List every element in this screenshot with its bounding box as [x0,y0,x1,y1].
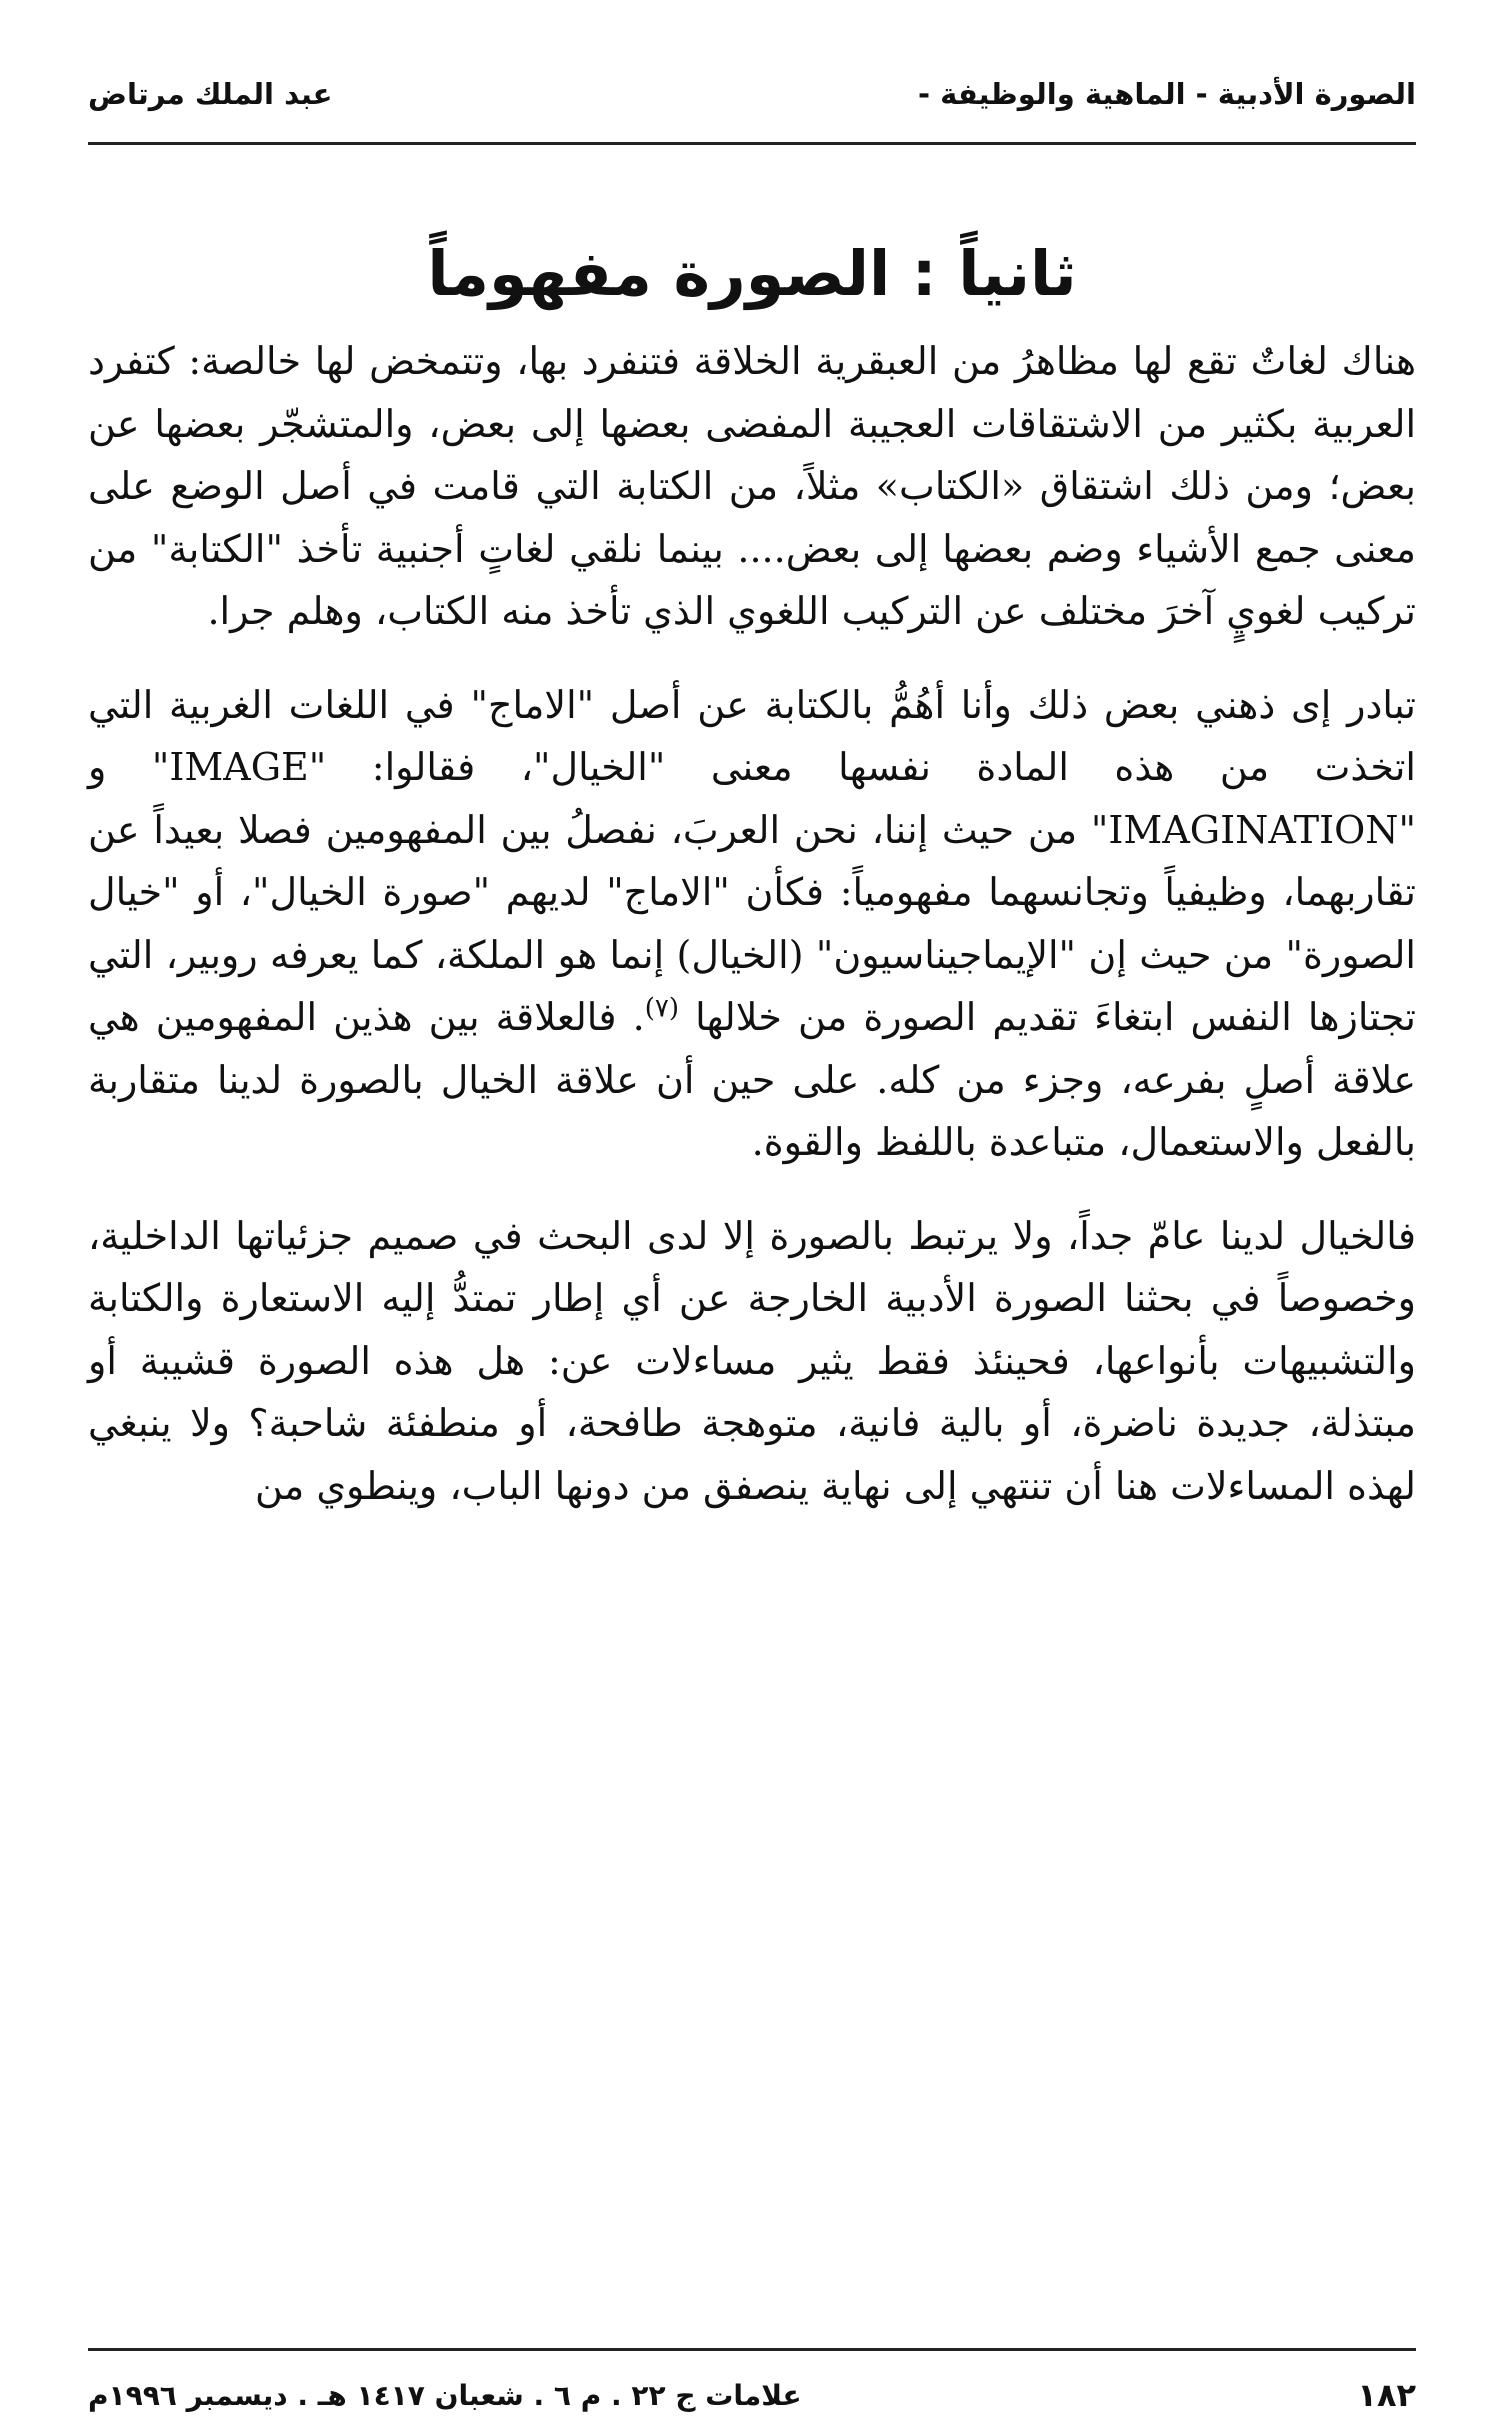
footnote-reference: (٧) [644,993,679,1024]
header-chapter-title: الصورة الأدبية - الماهية والوظيفة - [917,77,1416,111]
paragraph-3: فالخيال لدينا عامّ جداً، ولا يرتبط بالصورة إلا لدى البحث في صميم جزئياتها الداخلية، وخصوصاً في بحثنا الصورة الأدبية الخارجة عن أي إطار تمتدُّ إليه الاستعارة والكتابة والتشبيهات بأنواعها، فحينئذ فقط يثير مساءلات عن: هل هذه الصورة قشيبة أو مبتذلة، جديدة ناضرة، أو بالية فانية، متوهجة طافحة، أو منطفئة شاحبة؟ ولا ينبغي لهذه المساءلات هنا أن تنتهي إلى نهاية ينصفق من دونها الباب، وينطوي من [88,1213,1416,1508]
footer-rule [88,2348,1416,2351]
paragraph-2-tail: . فالعلاقة بين هذين المفهومين هي علاقة أصلٍ بفرعه، وجزء من كله. على حين أن علاقة الخيال بالصورة لدينا متقاربة بالفعل والاستعمال، متباعدة باللفظ والقوة. [88,995,1417,1164]
header-author-name: عبد الملك مرتاض [88,77,333,111]
journal-issue-info: علامات ج ٢٢ . م ٦ . شعبان ١٤١٧ هـ . ديسمبر ١٩٩٦م [88,2378,802,2412]
section-title: ثانياً : الصورة مفهوماً [427,236,1077,310]
paragraph-2-text: تبادر إى ذهني بعض ذلك وأنا أهُمُّ بالكتابة عن أصل "الاماج" في اللغات الغربية التي اتخذت من هذه المادة نفسها معنى "الخيال"، فقالوا: "IMAGE" و "IMAGINATION" من حيث إننا، نحن العربَ، نفصلُ بين المفهومين فصلا بعيداً عن تقاربهما، وظيفياً وتجانسهما مفهومياً: فكأن "الاماج" لديهم "صورة الخيال"، أو "خيال الصورة" من حيث إن "الإيماجيناسيون" (الخيال) إنما هو الملكة، كما يعرفه روبير، التي تجتازها النفس ابتغاءَ تقديم الصورة من خلالها [88,682,1416,1039]
paragraph-1: هناك لغاتٌ تقع لها مظاهرُ من العبقرية الخلاقة فتنفرد بها، وتتمخض لها خالصة: كتفرد العربية بكثير من الاشتقاقات العجيبة المفضى بعضها إلى بعض، والمتشجّر بعضها عن بعض؛ ومن ذلك اشتقاق «الكتاب» مثلاً، من الكتابة التي قامت في أصل الوضع على معنى جمع الأشياء وضم بعضها إلى بعض.... بينما نلقي لغاتٍ أجنبية تأخذ "الكتابة" من تركيب لغويٍ آخرَ مختلف عن التركيب اللغوي الذي تأخذ منه الكتاب، وهلم جرا. [88,339,1417,633]
page-number: ١٨٢ [1357,2376,1416,2414]
running-footer [88,2370,1416,2420]
body-text [88,330,1416,1548]
document-page [88,0,1416,2432]
paragraph-2 [88,674,1416,1174]
header-rule [88,142,1416,145]
running-header [88,62,1416,126]
